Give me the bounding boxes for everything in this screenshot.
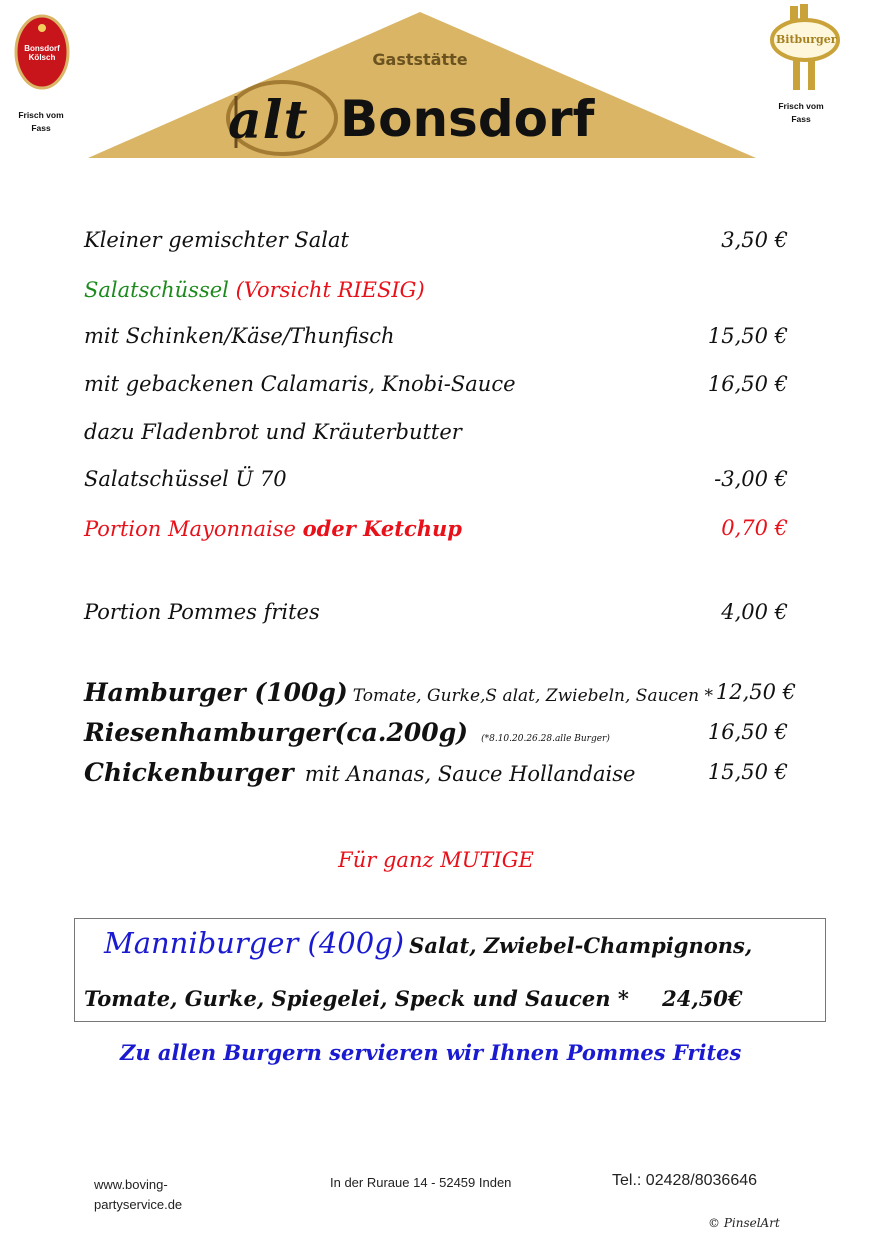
footer-copyright: © PinselArt: [708, 1216, 780, 1230]
sauce-item-label: Portion Mayonnaise: [84, 517, 296, 541]
menu-item-label: Salatschüssel Ü 70: [84, 467, 287, 491]
restaurant-name-main: Bonsdorf: [340, 90, 595, 148]
menu-item-price: -3,00 €: [714, 467, 788, 491]
menu-item-label: mit Schinken/Käse/Thunfisch: [84, 324, 395, 348]
left-logo-text: [16, 44, 68, 62]
sauce-item: [84, 516, 462, 541]
manniburger-line1: [104, 926, 752, 960]
manniburger-desc2: Tomate, Gurke, Spiegelei, Speck und Saucen *: [84, 986, 629, 1011]
restaurant-subtitle: Gaststätte: [372, 50, 468, 69]
burger-row: [84, 678, 713, 707]
menu-item-price: 4,00 €: [721, 600, 788, 624]
footer-website[interactable]: [94, 1175, 182, 1215]
burger-desc: Tomate, Gurke,S alat, Zwiebeln, Saucen *: [352, 686, 713, 706]
burger-desc: mit Ananas, Sauce Hollandaise: [304, 762, 636, 786]
bitburger-logo: [772, 4, 838, 90]
salad-bowl-heading: [84, 278, 425, 302]
menu-item-label: dazu Fladenbrot und Kräuterbutter: [84, 420, 462, 444]
left-logo-top: Bonsdorf: [24, 44, 60, 53]
website-line2[interactable]: partyservice.de: [94, 1197, 183, 1212]
right-logo-text: Bitburger: [776, 33, 837, 46]
left-logo-caption: [6, 109, 76, 135]
mutige-heading: Für ganz MUTIGE: [338, 848, 534, 872]
burger-name: Hamburger (100g): [84, 678, 348, 707]
burger-price: 12,50 €: [715, 680, 796, 704]
burger-price: 15,50 €: [707, 760, 788, 784]
sauce-item-label-bold: oder Ketchup: [302, 516, 462, 541]
burger-name: Riesenhamburger(ca.200g): [84, 718, 468, 747]
right-logo-caption: [766, 100, 836, 126]
left-caption-line2: Fass: [31, 123, 51, 133]
left-logo-bottom: Kölsch: [28, 53, 56, 62]
burger-row: [84, 718, 610, 747]
manniburger-line2: [84, 986, 743, 1011]
restaurant-name-script: alt: [228, 90, 309, 151]
right-caption-line1: Frisch vom: [778, 101, 824, 111]
menu-item-price: 3,50 €: [721, 228, 788, 252]
sauce-item-price: 0,70 €: [721, 516, 788, 540]
salad-bowl-warning: (Vorsicht RIESIG): [235, 278, 425, 302]
right-caption-line2: Fass: [791, 114, 811, 124]
menu-item-label: Portion Pommes frites: [84, 600, 320, 624]
website-line1[interactable]: www.boving-: [94, 1177, 168, 1192]
burger-desc: (*8.10.20.26.28.alle Burger): [481, 734, 610, 744]
manniburger-name: Manniburger (400g): [104, 926, 405, 960]
burger-row: [84, 758, 635, 787]
burger-name: Chickenburger: [84, 758, 294, 787]
pommes-note: Zu allen Burgern servieren wir Ihnen Pommes Frites: [120, 1040, 742, 1065]
footer-address: In der Ruraue 14 - 52459 Inden: [330, 1175, 512, 1190]
menu-item-price: 15,50 €: [707, 324, 788, 348]
left-caption-line1: Frisch vom: [18, 110, 64, 120]
menu-item-label: Kleiner gemischter Salat: [84, 228, 349, 252]
menu-item-label: mit gebackenen Calamaris, Knobi-Sauce: [84, 372, 516, 396]
burger-price: 16,50 €: [707, 720, 788, 744]
menu-item-price: 16,50 €: [707, 372, 788, 396]
manniburger-price: 24,50€: [662, 986, 743, 1011]
salad-bowl-label: Salatschüssel: [84, 278, 229, 302]
manniburger-desc1: Salat, Zwiebel-Champignons,: [409, 933, 753, 958]
footer-phone: Tel.: 02428/8036646: [612, 1172, 758, 1189]
